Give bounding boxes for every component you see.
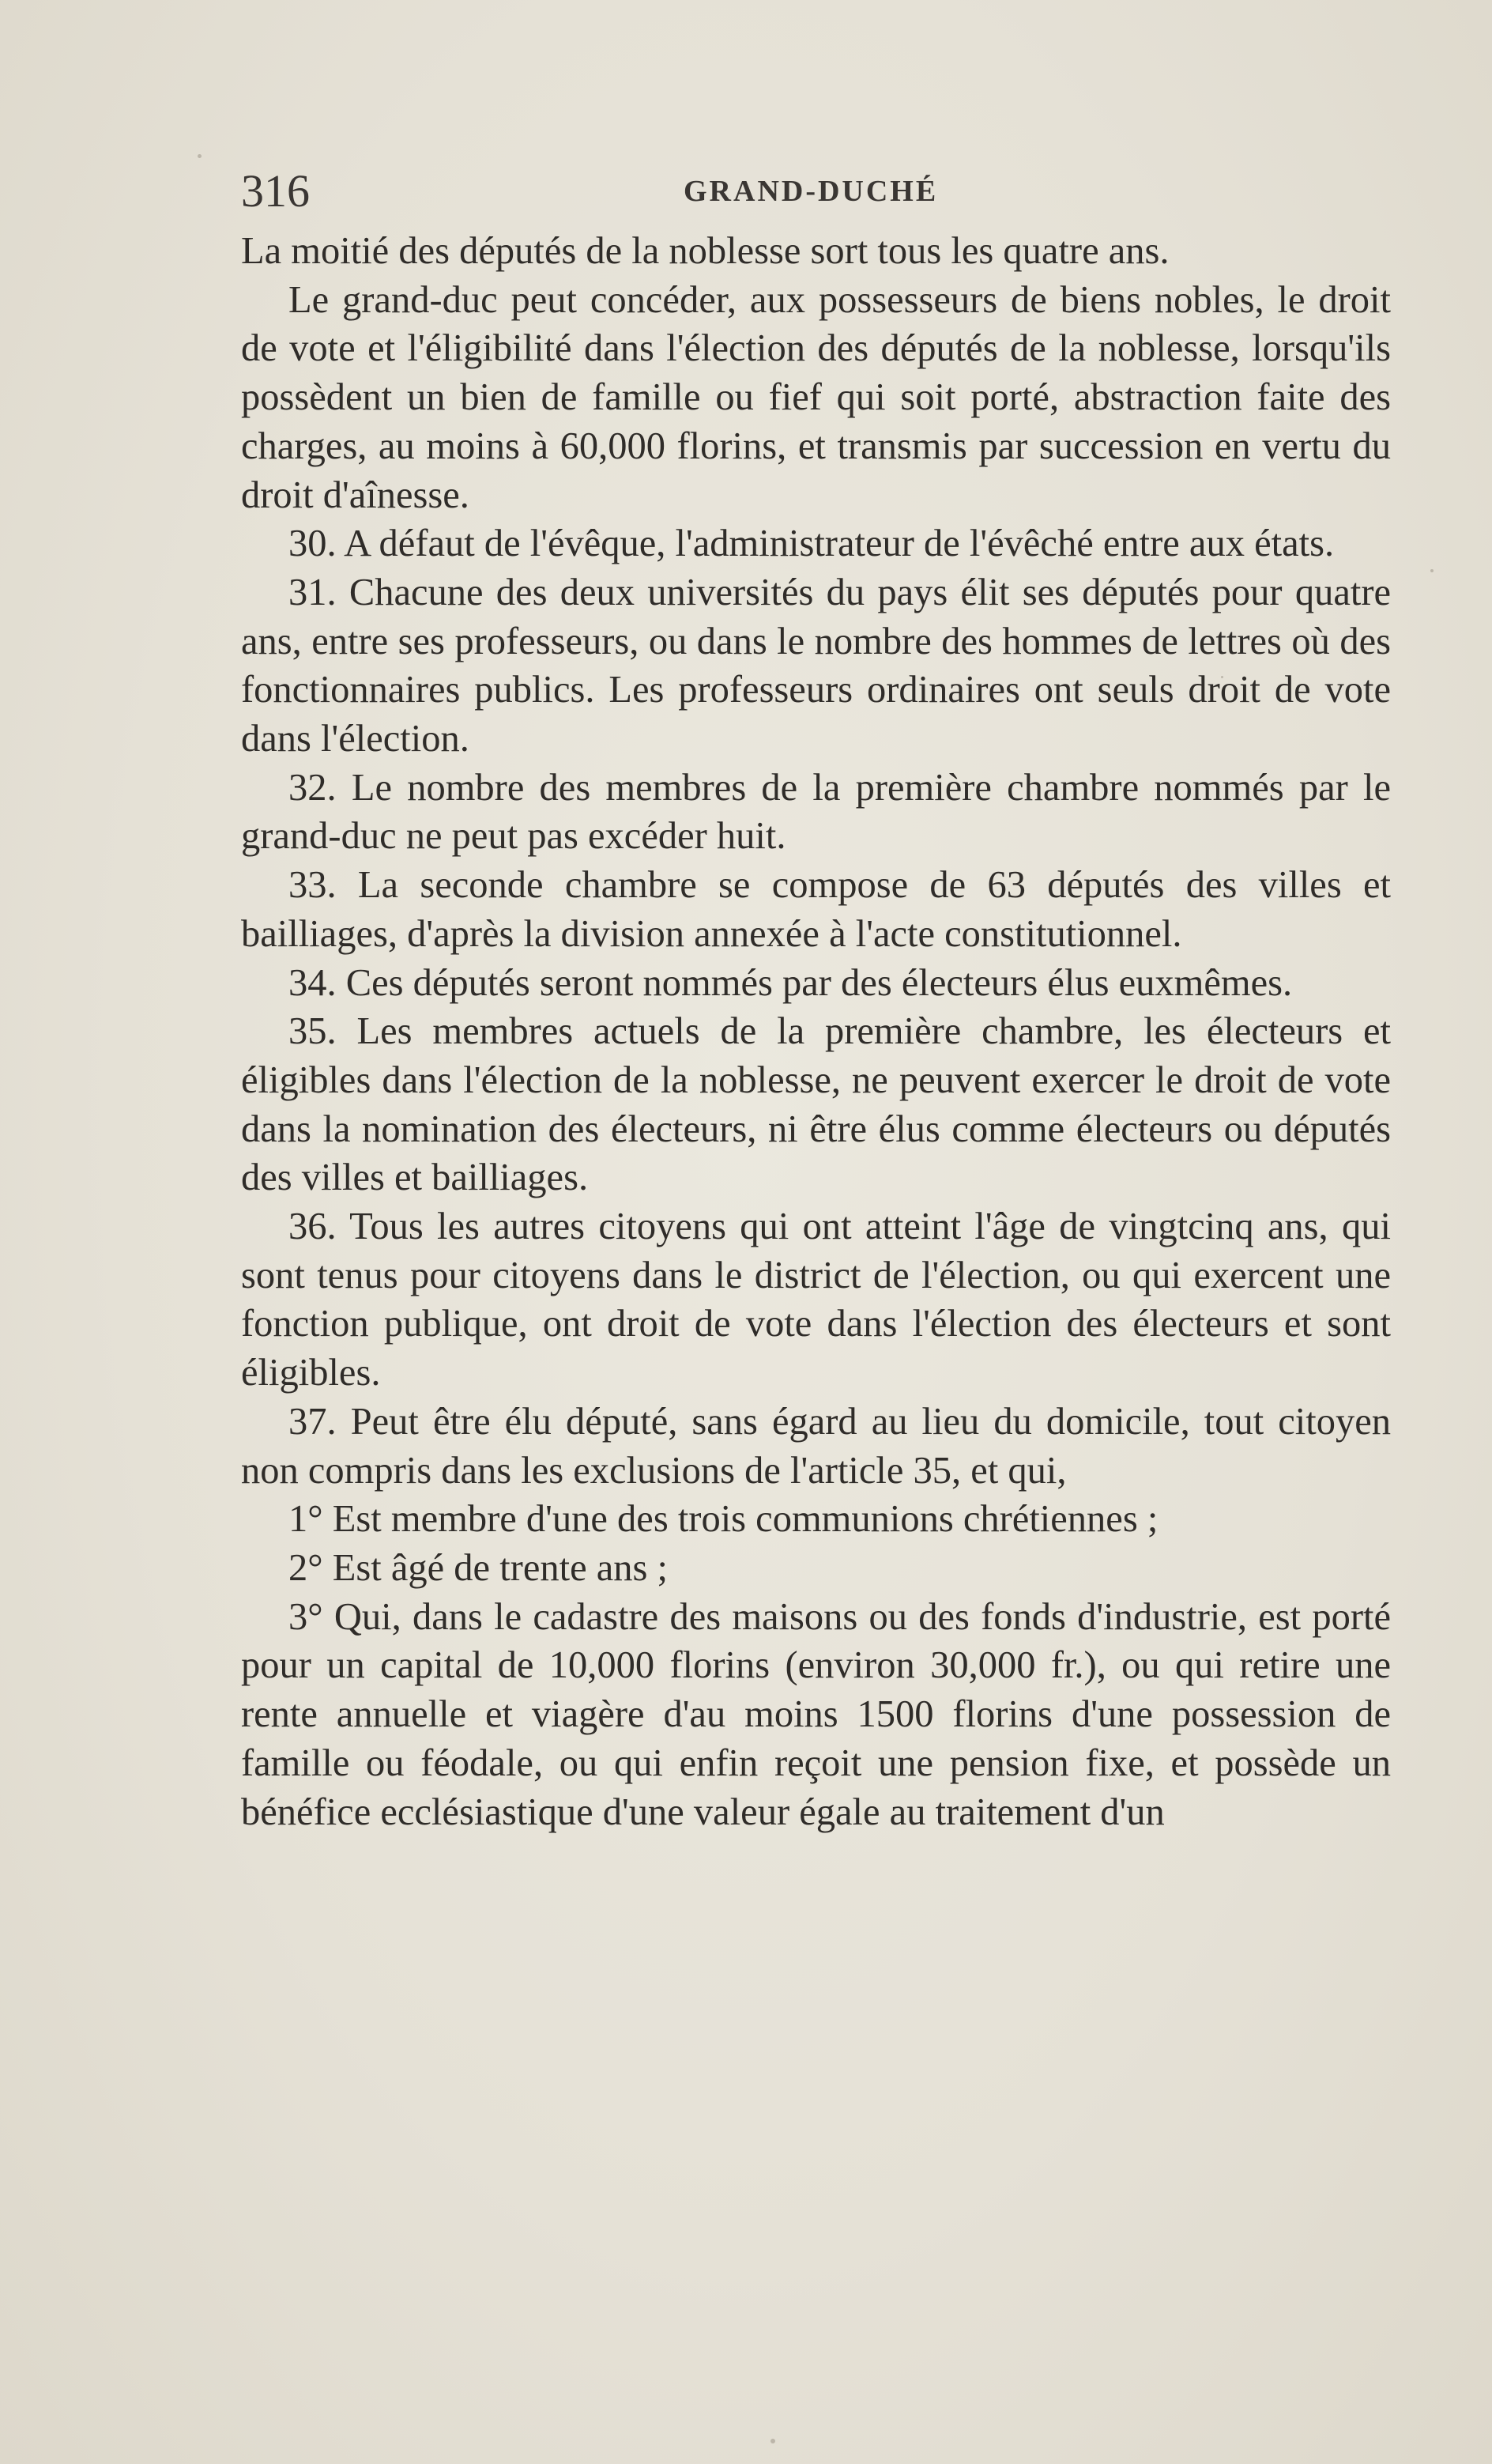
paper-speck xyxy=(1221,676,1223,678)
page-body xyxy=(241,227,1391,1836)
paper-speck xyxy=(770,2439,775,2443)
article-37-condition-1: 1° Est membre d'une des trois communions chrétiennes ; xyxy=(288,1498,1159,1541)
paper-speck xyxy=(198,154,202,158)
article-37: 37. Peut être élu député, sans égard au lieu du domicile, tout citoyen non compris dans les exclusions de l'article 35, et qui, xyxy=(241,1400,1391,1492)
article-31: 31. Chacune des deux universités du pays élit ses députés pour quatre ans, entre ses professeurs, ou dans le nombre des hommes de lettres où des fonctionnaires publics. Les professeurs ordinaires ont seuls droit de vote dans l'élection. xyxy=(241,571,1391,760)
paragraph-noble-estates: Le grand-duc peut concéder, aux possesseurs de biens nobles, le droit de vote et l'éligibilité dans l'élection des députés de la noblesse, lorsqu'ils possèdent un bien de famille ou fief qui soit porté, abstraction faite des charges, au moins à 60,000 florins, et transmis par succession en vertu du droit d'aînesse. xyxy=(241,278,1391,516)
article-37-condition-3: 3° Qui, dans le cadastre des maisons ou des fonds d'industrie, est porté pour un capital de 10,000 florins (environ 30,000 fr.), ou qui retire une rente annuelle et viagère d'au moins 1500 florins d'une possession de famille ou féodale, ou qui enfin reçoit une pension fixe, et possède un bénéfice ecclésiastique d'une valeur égale au traitement d'un xyxy=(241,1595,1391,1833)
article-32: 32. Le nombre des membres de la première chambre nommés par le grand-duc ne peut pas excéder huit. xyxy=(241,766,1391,858)
article-33: 33. La seconde chambre se compose de 63 députés des villes et bailliages, d'après la division annexée à l'acte constitutionnel. xyxy=(241,864,1391,955)
page-header xyxy=(241,165,1391,217)
article-34: 34. Ces députés seront nommés par des électeurs élus euxmêmes. xyxy=(288,961,1293,1004)
article-36: 36. Tous les autres citoyens qui ont atteint l'âge de vingtcinq ans, qui sont tenus pour citoyens dans le district de l'élection, ou qui exercent une fonction publique, ont droit de vote dans l'élection des électeurs et sont éligibles. xyxy=(241,1206,1391,1394)
paper-speck xyxy=(1430,569,1434,572)
article-37-condition-2: 2° Est âgé de trente ans ; xyxy=(288,1546,668,1589)
paragraph-continuation: La moitié des députés de la noblesse sort tous les quatre ans. xyxy=(241,230,1170,272)
running-head: GRAND-DUCHÉ xyxy=(684,175,939,208)
paper-speck xyxy=(1312,1233,1315,1236)
article-35: 35. Les membres actuels de la première chambre, les électeurs et éligibles dans l'élection de la noblesse, ne peuvent exercer le droit de vote dans la nomination des électeurs, ni être élus comme électeurs ou députés des villes et bailliages. xyxy=(241,1010,1391,1199)
page-number: 316 xyxy=(241,165,310,217)
article-30: 30. A défaut de l'évêque, l'administrateur de l'évêché entre aux états. xyxy=(288,523,1335,565)
